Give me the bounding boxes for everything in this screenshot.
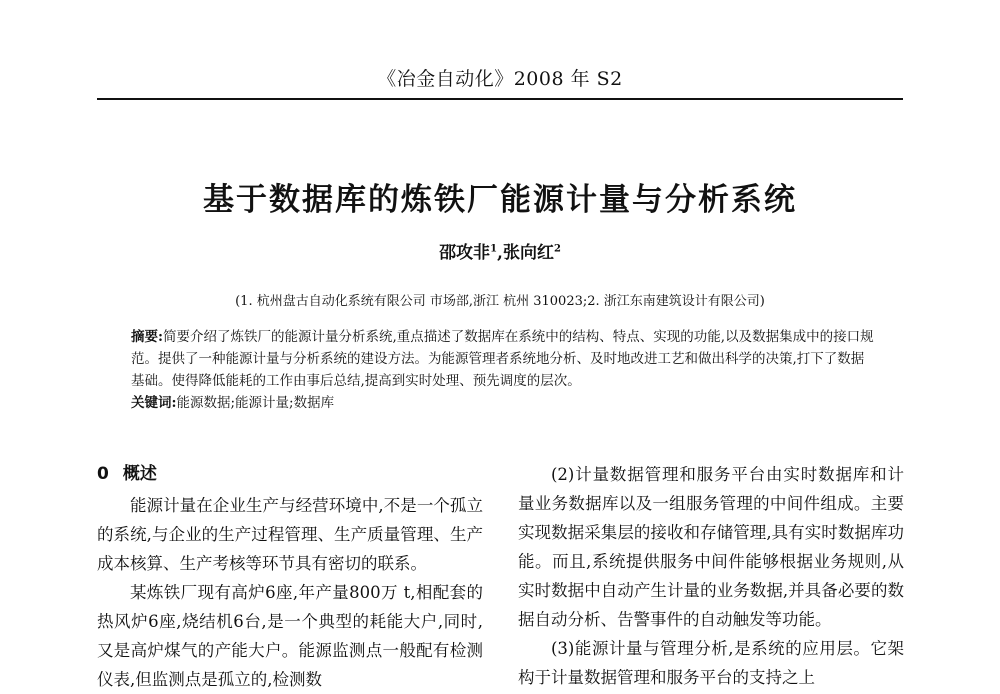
author-affiliation-mark: 1: [490, 243, 498, 255]
header-rule: [97, 98, 903, 100]
left-column: [97, 460, 483, 694]
section-heading: [97, 460, 483, 489]
author-name: 张向红: [502, 243, 554, 263]
author-affiliation-mark: 2: [553, 243, 561, 255]
author-name: 邵攻非: [439, 243, 491, 263]
abstract-text: 简要介绍了炼铁厂的能源计量分析系统,重点描述了数据库在系统中的结构、特点、实现的功能,以及数据集成中的接口规范。提供了一种能源计量与分析系统的建设方法。为能源管理者系统地分析、及时地改进工艺和做出科学的决策,打下了数据基础。使得降低能耗的工作由事后总结,提高到实时处理、预先调度的层次。: [131, 329, 874, 389]
body-paragraph: 某炼铁厂现有高炉6座,年产量800万 t,相配套的热风炉6座,烧结机6台,是一个典型的耗能大户,同时,又是高炉煤气的产能大户。能源监测点一般配有检测仪表,但监测点是孤立的,检测数: [97, 583, 483, 689]
abstract-block: [131, 326, 876, 414]
abstract: [131, 326, 876, 392]
body-paragraph: 能源计量在企业生产与经营环境中,不是一个孤立的系统,与企业的生产过程管理、生产质量管理、生产成本核算、生产考核等环节具有密切的联系。: [97, 496, 483, 573]
section-number: 0: [97, 464, 109, 484]
paper-title: 基于数据库的炼铁厂能源计量与分析系统: [203, 182, 797, 218]
keywords-text: 能源数据;能源计量;数据库: [176, 395, 335, 411]
author-list: [0, 238, 1000, 263]
body-paragraph: (3)能源计量与管理分析,是系统的应用层。它架构于计量数据管理和服务平台的支持之上: [518, 639, 904, 687]
section-title: 概述: [122, 464, 157, 484]
affiliation: (1. 杭州盘古自动化系统有限公司 市场部,浙江 杭州 310023;2. 浙江东南建筑设计有限公司): [235, 294, 765, 309]
abstract-label: 摘要:: [131, 329, 163, 345]
right-column: [518, 460, 904, 692]
keywords: [131, 392, 876, 414]
body-paragraph: (2)计量数据管理和服务平台由实时数据库和计量业务数据库以及一组服务管理的中间件组成。主要实现数据采集层的接收和存储管理,具有实时数据库功能。而且,系统提供服务中间件能够根据业务规则,从实时数据中自动产生计量的业务数据,并具备必要的数据自动分析、告警事件的自动触发等功能。: [518, 465, 904, 629]
journal-header: 《冶金自动化》2008 年 S2: [377, 68, 623, 90]
author-separator: ,: [497, 243, 503, 263]
keywords-label: 关键词:: [131, 395, 177, 411]
